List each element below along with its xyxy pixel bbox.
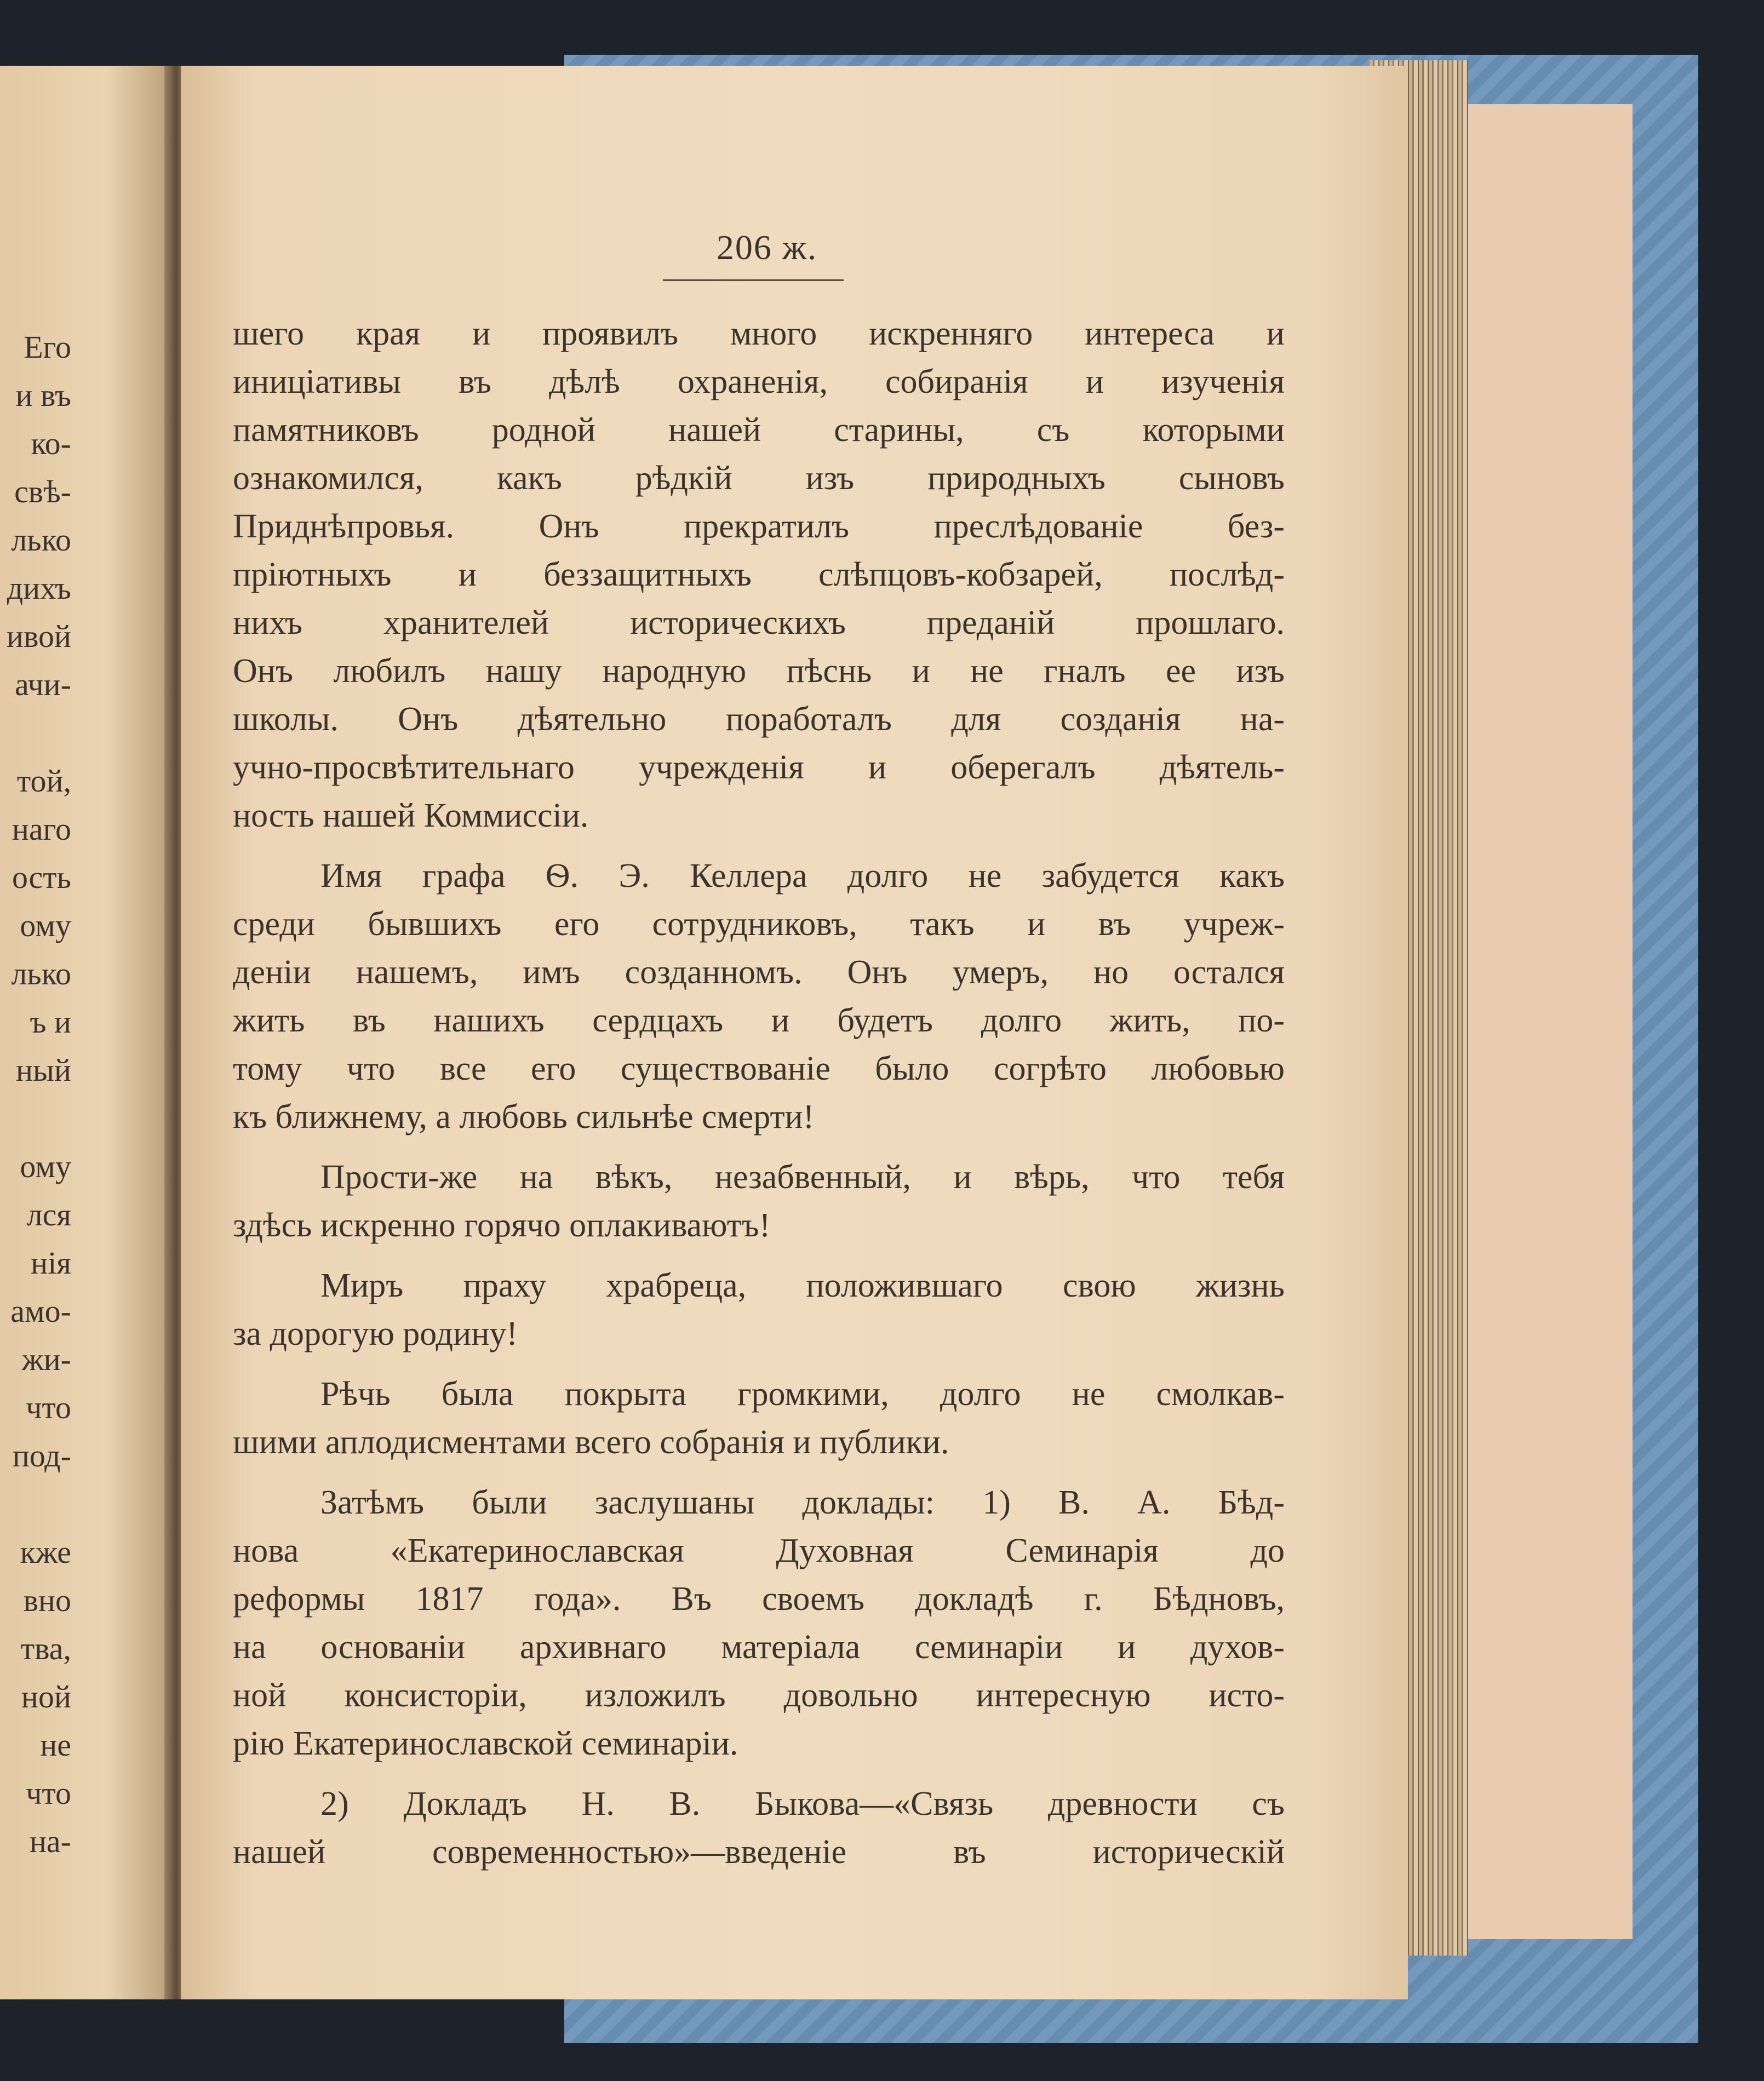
text-line: Рѣчь была покрыта громкими, долго не смолкав- [320,1375,1285,1413]
text-line: ность нашей Коммиссіи. [233,797,589,834]
left-page-line: нія [31,1245,71,1281]
paragraph [233,309,1285,840]
left-page-line: амо- [10,1293,71,1329]
left-page-line: ивой [6,618,71,654]
paragraph [233,1478,1285,1768]
left-page-line: что [26,1775,71,1811]
text-line: за дорогую родину! [233,1315,518,1352]
text-line: школы. Онъ дѣятельно поработалъ для созданія на- [233,701,1285,738]
left-page-line: лся [26,1197,71,1232]
left-page-line: жи- [21,1342,71,1377]
left-page-line [0,709,71,757]
text-line: реформы 1817 года». Въ своемъ докладѣ г. Бѣдновъ, [233,1580,1285,1618]
text-line: на основаніи архивнаго матеріала семинаріи и духов- [233,1629,1285,1666]
left-page-line: на- [29,1824,71,1859]
left-page-line: тва, [20,1631,71,1666]
left-page-line: под- [12,1438,71,1474]
left-page-line: ому [20,908,71,943]
text-line: шего края и проявилъ много искренняго интереса и [233,315,1285,352]
left-page-line: ачи- [15,667,71,702]
left-page-line: лько [11,522,71,558]
paragraph [233,1370,1285,1466]
text-line: Онъ любилъ нашу народную пѣснь и не гналъ ее изъ [233,652,1285,690]
text-line: нихъ хранителей историческихъ преданій прошлаго. [233,604,1285,641]
left-page-line: ость [12,859,71,895]
text-line: здѣсь искренно горячо оплакиваютъ! [233,1207,771,1244]
left-page-line: вно [23,1583,71,1618]
left-page-line: ный [15,1052,71,1088]
left-page-line: наго [12,811,71,847]
left-page-line: свѣ- [14,474,71,509]
left-page-line: не [40,1727,71,1763]
left-page-line: ной [21,1679,71,1715]
page-number: 206 ж. [716,228,818,267]
left-page-line: ъ и [30,1004,71,1040]
left-page-line [0,1094,71,1143]
text-line: 2) Докладъ Н. В. Быкова—«Связь древности съ [320,1785,1285,1822]
text-line: Приднѣпровья. Онъ прекратилъ преслѣдованіе без- [233,508,1285,545]
text-line: памятниковъ родной нашей старины, съ которыми [233,411,1285,449]
left-page-line: той, [16,763,71,799]
text-line: Имя графа Ѳ. Э. Келлера долго не забудется какъ [320,857,1285,895]
page-body-text [233,309,1285,1888]
text-line: нова «Екатеринославская Духовная Семинарія до [233,1532,1285,1569]
paragraph [233,1780,1285,1876]
left-page-line: что [26,1390,71,1425]
text-line: деніи нашемъ, имъ созданномъ. Онъ умеръ, но остался [233,954,1285,991]
text-line: Затѣмъ были заслушаны доклады: 1) В. А. Бѣд- [320,1484,1285,1521]
left-page-line: дихъ [7,570,71,606]
text-line: иниціативы въ дѣлѣ охраненія, собиранія и изученія [233,363,1285,400]
paragraph [233,1153,1285,1249]
left-page-line: ко- [31,426,71,461]
left-page-line: и въ [15,377,71,413]
text-line: тому что все его существованіе было согрѣто любовью [233,1050,1285,1087]
text-line: жить въ нашихъ сердцахъ и будетъ долго жить, по- [233,1002,1285,1039]
paragraph [233,852,1285,1141]
left-page-line: Его [24,329,71,365]
text-line: Прости-же на вѣкъ, незабвенный, и вѣрь, что тебя [320,1159,1285,1196]
text-line: ной консисторіи, изложилъ довольно интересную исто- [233,1677,1285,1714]
text-line: шими аплодисментами всего собранія и публики. [233,1424,949,1461]
text-line: нашей современностью»—введеніе въ историческій [233,1833,1285,1871]
text-line: учно-просвѣтительнаго учрежденія и оберегалъ дѣятель- [233,749,1285,786]
text-line: рію Екатеринославской семинаріи. [233,1725,738,1762]
text-line: къ ближнему, а любовь сильнѣе смерти! [233,1098,815,1136]
paragraph [233,1262,1285,1358]
text-line: среди бывшихъ его сотрудниковъ, такъ и въ учреж- [233,905,1285,943]
left-page-text-fragments [0,323,71,1866]
left-page-line: ому [20,1149,71,1184]
text-line: ознакомился, какъ рѣдкій изъ природныхъ сыновъ [233,460,1285,497]
left-page-line: кже [20,1534,71,1570]
page-number-rule [663,279,844,281]
text-line: Миръ праху храбреца, положившаго свою жизнь [320,1267,1285,1304]
text-line: пріютныхъ и беззащитныхъ слѣпцовъ-кобзарей, послѣд- [233,556,1285,593]
left-page-line [0,1480,71,1528]
left-page-line: лько [11,956,71,991]
